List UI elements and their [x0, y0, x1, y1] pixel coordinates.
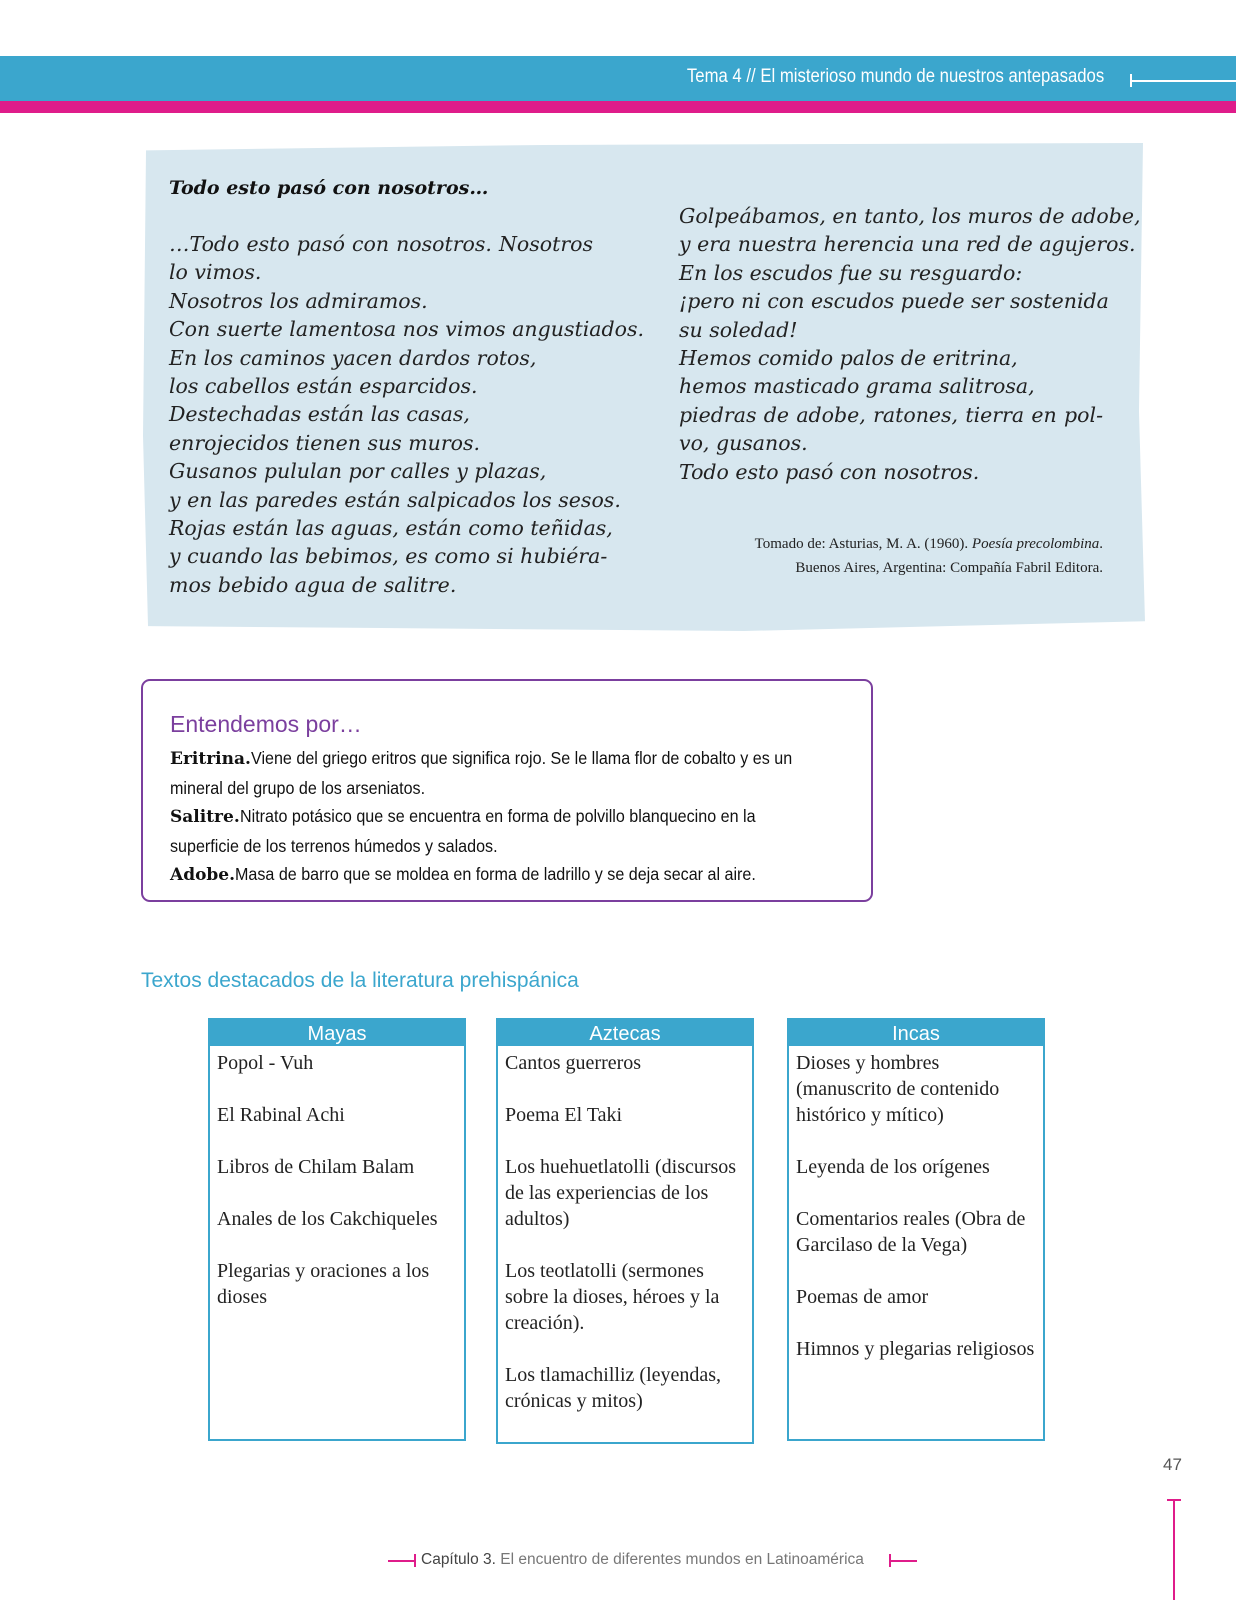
definition-item — [170, 744, 850, 774]
literature-column-mayas — [208, 1018, 466, 1441]
definition-text: superficie de los terrenos húmedos y salados. — [170, 835, 498, 856]
poem-line: …Todo esto pasó con nosotros. Nosotros — [169, 232, 593, 256]
poem-line: y en las paredes están salpicados los sesos. — [169, 487, 621, 512]
definition-term: Salitre. — [170, 807, 240, 827]
header-rule — [1131, 80, 1236, 82]
column-header: Aztecas — [498, 1020, 752, 1046]
column-list — [498, 1046, 752, 1414]
literature-column-aztecas — [496, 1018, 754, 1444]
column-list — [789, 1046, 1043, 1362]
poem-line: los cabellos están esparcidos. — [169, 374, 478, 399]
literature-heading: Textos destacados de la literatura prehispánica — [141, 969, 579, 992]
poem-line: enrojecidos tienen sus muros. — [169, 430, 481, 455]
poem-line: y era nuestra herencia una red de agujeros. — [679, 232, 1136, 257]
header-accent-stripe — [0, 101, 1236, 113]
poem-line: Golpeábamos, en tanto, los muros de adobe, — [679, 204, 1141, 228]
definition-text: Viene del griego eritros que significa rojo. Se le llama flor de cobalto y es un — [250, 748, 793, 768]
column-header: Mayas — [210, 1020, 464, 1046]
literature-column-incas — [787, 1018, 1045, 1441]
list-item: Plegarias y oraciones a los dioses — [217, 1260, 430, 1308]
definitions-heading: Entendemos por… — [170, 711, 362, 737]
list-item: Cantos guerreros — [505, 1052, 642, 1074]
source-publisher: Buenos Aires, Argentina: Compañía Fabril Editora. — [795, 560, 1103, 576]
list-item: Poema El Taki — [505, 1104, 623, 1126]
poem-line: su soledad! — [679, 317, 798, 342]
poem-column-right — [679, 202, 1141, 486]
footer-rule-right — [889, 1560, 917, 1562]
source-book-title: Poesía precolombina — [971, 536, 1100, 552]
source-suffix: . — [1099, 536, 1103, 552]
poem-line: Nosotros los admiramos. — [169, 288, 428, 313]
column-list — [210, 1046, 464, 1310]
poem-line: piedras de adobe, ratones, tierra en pol- — [679, 402, 1103, 427]
footer-rule-left — [388, 1560, 416, 1562]
definition-term: Adobe. — [170, 865, 236, 885]
list-item: Poemas de amor — [796, 1286, 929, 1308]
list-item: Los huehuetlatolli (discursos de las experiencias de los adultos) — [505, 1156, 737, 1230]
poem-line: Gusanos pululan por calles y plazas, — [169, 459, 547, 484]
definition-item — [170, 860, 850, 890]
list-item: Himnos y plegarias religiosos — [796, 1338, 1035, 1360]
definition-text: Nitrato potásico que se encuentra en forma de polvillo blanquecino en la — [239, 806, 756, 826]
poem-source-citation — [755, 532, 1103, 580]
list-item: Los teotlatolli (sermones sobre la dioses, héroes y la creación). — [505, 1260, 720, 1334]
poem-line: Rojas están las aguas, están como teñidas, — [169, 516, 613, 541]
source-prefix: Tomado de: Asturias, M. A. (1960). — [754, 536, 972, 552]
poem-line: Con suerte lamentosa nos vimos angustiados. — [169, 317, 645, 342]
list-item: Los tlamachilliz (leyendas, crónicas y mitos) — [505, 1364, 722, 1412]
definition-term: Eritrina. — [170, 749, 251, 769]
poem-line: En los caminos yacen dardos rotos, — [169, 345, 537, 370]
chapter-label: Capítulo 3. — [421, 1551, 496, 1568]
poem-line: Destechadas están las casas, — [169, 402, 470, 427]
definition-continuation — [170, 774, 850, 803]
poem-line: Todo esto pasó con nosotros. — [679, 459, 980, 484]
column-header: Incas — [789, 1020, 1043, 1046]
list-item: Anales de los Cakchiqueles — [217, 1208, 438, 1230]
footer-chapter — [421, 1551, 864, 1569]
poem-line: vo, gusanos. — [679, 431, 808, 456]
definition-text: mineral del grupo de los arseniatos. — [170, 777, 426, 798]
poem-line: En los escudos fue su resguardo: — [679, 260, 1023, 285]
list-item: El Rabinal Achi — [217, 1104, 345, 1126]
list-item: Dioses y hombres (manuscrito de contenido histórico y mítico) — [796, 1052, 1000, 1126]
poem-line: mos bebido agua de salitre. — [169, 572, 457, 597]
poem-column-left — [169, 230, 645, 599]
list-item: Leyenda de los orígenes — [796, 1156, 990, 1178]
page-number: 47 — [1163, 1455, 1182, 1474]
poem-line: hemos masticado grama salitrosa, — [679, 374, 1035, 399]
list-item: Comentarios reales (Obra de Garcilaso de la Vega) — [796, 1208, 1026, 1256]
poem-line: lo vimos. — [169, 260, 262, 285]
definition-continuation — [170, 832, 850, 861]
footer-rule-left-tick — [414, 1554, 416, 1567]
definitions-list — [170, 744, 850, 890]
chapter-title: El encuentro de diferentes mundos en Latinoamérica — [495, 1551, 864, 1568]
list-item: Popol - Vuh — [217, 1052, 314, 1074]
list-item: Libros de Chilam Balam — [217, 1156, 415, 1178]
poem-title: Todo esto pasó con nosotros… — [169, 177, 489, 199]
poem-line: Hemos comido palos de eritrina, — [679, 346, 1018, 371]
header-title: Tema 4 // El misterioso mundo de nuestros antepasados — [686, 66, 1104, 87]
poem-line: ¡pero ni con escudos puede ser sostenida — [679, 289, 1109, 314]
footer-side-rule — [1173, 1499, 1175, 1600]
definition-text: Masa de barro que se moldea en forma de ladrillo y se deja secar al aire. — [235, 864, 756, 884]
definition-item — [170, 802, 850, 832]
poem-line: y cuando las bebimos, es como si hubiéra- — [169, 544, 608, 569]
